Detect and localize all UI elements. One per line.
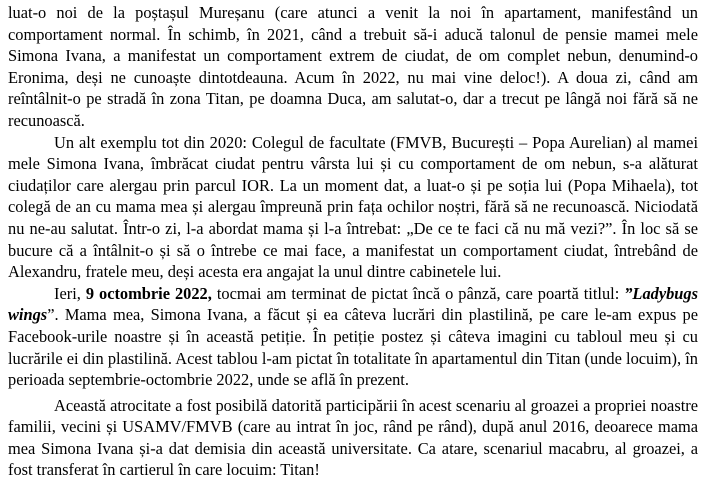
painting-title: ”Ladybugs wings <box>8 283 698 325</box>
paragraph-3-mid: tocmai am terminat de pictat încă o pânză, care poartă titlul: <box>211 283 625 303</box>
paragraph-3-date: 9 octombrie 2022, <box>85 283 212 303</box>
paragraph-4: Această atrocitate a fost posibilă datorită participării în acest scenariu al groazei a propriei noastre familii, vecini și USAMV/FMVB (care au intrat în joc, rând pe rând), după anul 2016, deoarece mama mea Simona Ivana și-a dat demisia din această universitate. Ca atare, scenariul macabru, al groazei, a fost transferat în cartierul în care locuim: Titan! <box>8 395 698 480</box>
paragraph-3-rest: ”. Mama mea, Simona Ivana, a făcut și ea câteva lucrări din plastilină, pe care le-am expus pe Facebook-urile noastre și în această petiție. În petiție postez și câteva imagini cu tabloul meu și cu lucrările ei din plastilină. Acest tablou l-am pictat în totalitate în apartamentul din Titan (unde locuim), în perioada septembrie-octombrie 2022, unde se află în prezent. <box>8 305 698 390</box>
paragraph-3 <box>8 283 698 391</box>
paragraph-1: luat-o noi de la poștașul Mureșanu (care atunci a venit la noi în apartament, manifestând un comportament normal. În schimb, în 2021, când a trebuit să-i aducă talonul de pensie mamei mele Simona Ivana, a manifestat un comportament extrem de ciudat, de om complet nebun, denumind-o Eronima, deși ne cunoaște dintotdeauna. Acum în 2022, nu mai vine deloc!). A doua zi, când am reîntâlnit-o pe stradă în zona Titan, pe doamna Duca, am salutat-o, dar a trecut pe lângă noi fără să ne recunoască. <box>8 3 698 130</box>
paragraph-2: Un alt exemplu tot din 2020: Colegul de facultate (FMVB, București – Popa Aurelian) al mamei mele Simona Ivana, îmbrăcat ciudat pentru vârsta lui și cu comportament de om nebun, s-a alăturat ciudaților care alergau prin parcul IOR. La un moment dat, a luat-o și pe soția lui (Popa Mihaela), tot colegă de an cu mama mea și alergau împreună prin fața ochilor noștri, fără să ne recunoască. Niciodată nu ne-au salutat. Într-o zi, l-a abordat mama și l-a întrebat: „De ce te faci că nu mă vezi?”. În loc să se bucure că a întâlnit-o și să o întrebe ce mai face, a manifestat un comportament ciudat, întrebând de Alexandru, fratele meu, deși acesta era angajat la unul dintre cabinetele lui. <box>8 132 698 282</box>
paragraph-3-intro: Ieri, <box>54 283 86 303</box>
